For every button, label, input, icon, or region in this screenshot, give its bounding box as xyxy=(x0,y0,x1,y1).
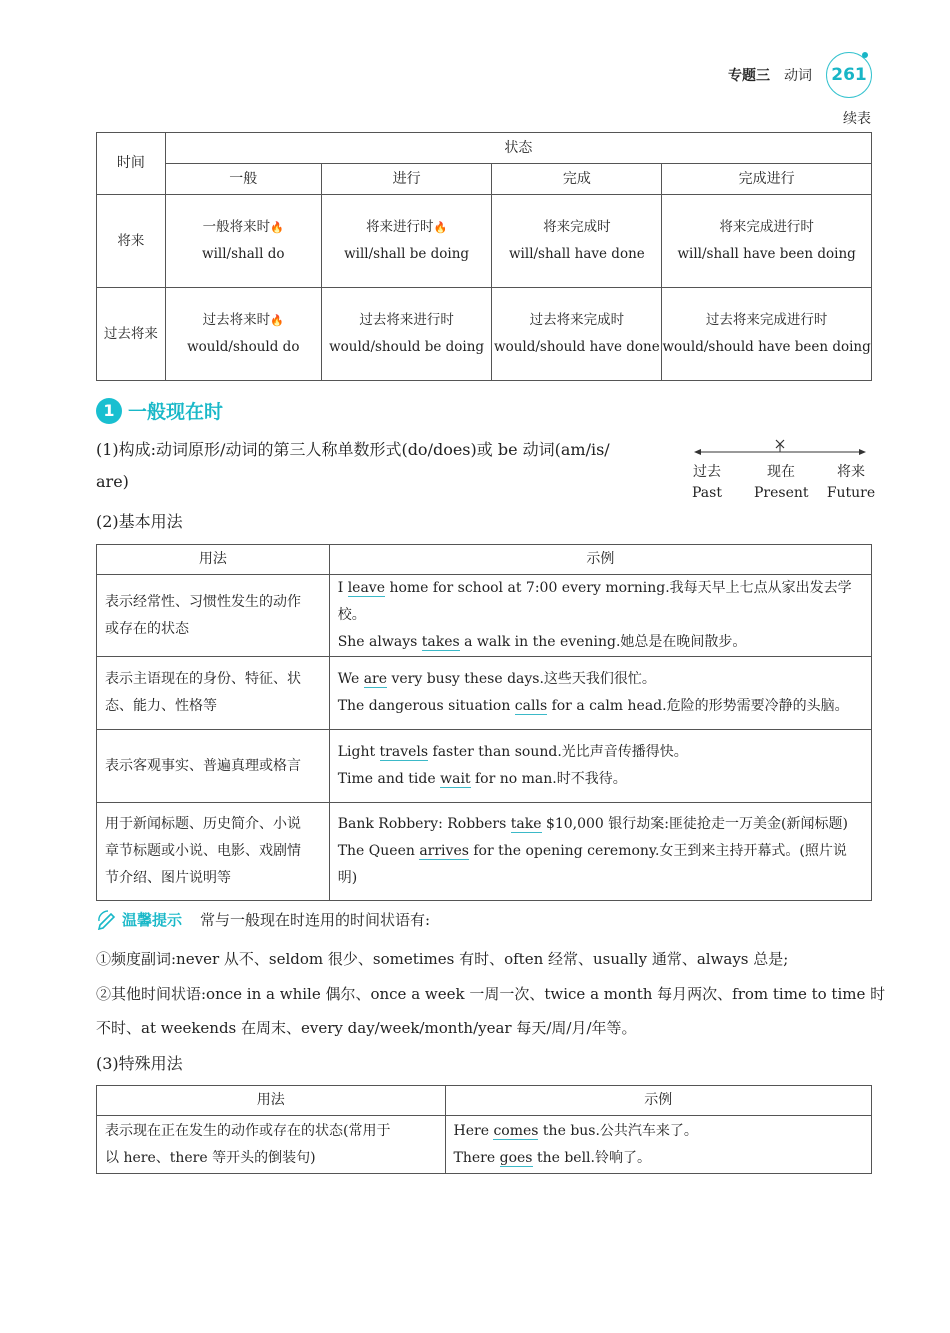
col-usage-header: 用法 xyxy=(97,545,330,575)
example-verb: take xyxy=(510,816,542,832)
tense-name: 将来完成进行时 xyxy=(719,219,814,235)
col-example-header: 示例 xyxy=(445,1086,871,1116)
basic-usage-title: (2)基本用法 xyxy=(96,512,183,531)
section-title xyxy=(96,397,223,424)
timeline-diagram xyxy=(692,434,876,504)
future-en: Future xyxy=(826,485,876,501)
tense-form: would/should be doing xyxy=(329,339,485,355)
tense-name: 过去将来完成进行时 xyxy=(705,312,828,328)
usage-text: 或存在的状态 xyxy=(105,620,189,637)
example-text: the bell.铃响了。 xyxy=(532,1149,651,1166)
example-text: She always xyxy=(337,634,422,650)
tense-cell xyxy=(492,195,662,288)
timeline-arrow-icon xyxy=(692,434,872,464)
usage-cell xyxy=(97,575,330,657)
flame-icon: 🔥 xyxy=(270,221,284,234)
usage-cell xyxy=(97,803,330,901)
example-verb: arrives xyxy=(419,843,469,859)
example-text: I xyxy=(337,580,348,596)
tense-name: 过去将来进行时 xyxy=(359,312,454,328)
tense-cell xyxy=(165,288,321,381)
tense-cell xyxy=(165,195,321,288)
tense-form: will/shall do xyxy=(202,246,285,262)
usage-text: 章节标题或小说、电影、戏剧情 xyxy=(105,843,301,859)
example-verb: leave xyxy=(347,580,385,596)
table-row xyxy=(97,657,872,730)
pencil-icon xyxy=(96,908,118,930)
example-line xyxy=(338,693,863,720)
tip-label: 温馨提示 xyxy=(122,910,183,929)
example-text: There xyxy=(453,1149,500,1166)
tense-table xyxy=(96,132,872,381)
example-cell xyxy=(329,657,871,730)
example-line xyxy=(338,838,863,892)
sub-header: 完成 xyxy=(492,164,662,195)
sub-header: 完成进行 xyxy=(662,164,872,195)
col-example-header: 示例 xyxy=(329,545,871,575)
example-verb: travels xyxy=(379,744,429,760)
usage-cell xyxy=(97,657,330,730)
usage-table xyxy=(96,544,872,901)
continued-label: 续表 xyxy=(843,111,871,127)
table-row xyxy=(97,575,872,657)
tip-box xyxy=(96,908,430,930)
page-header xyxy=(728,52,872,98)
usage-text: 用于新闻标题、历史简介、小说 xyxy=(105,816,301,832)
example-text: The Queen xyxy=(337,843,420,859)
example-text: $10,000 银行劫案:匪徒抢走一万美金(新闻标题) xyxy=(541,816,848,832)
example-line xyxy=(338,766,863,793)
past-en: Past xyxy=(692,485,722,501)
usage-text: 态、能力、性格等 xyxy=(105,698,217,714)
row-label: 将来 xyxy=(97,195,166,288)
example-line xyxy=(338,811,863,838)
table-row xyxy=(97,1116,872,1174)
example-text: for a calm head.危险的形势需要冷静的头脑。 xyxy=(547,698,849,714)
col-time-header: 时间 xyxy=(97,133,166,195)
tense-form: would/should have done xyxy=(494,339,660,355)
flame-icon: 🔥 xyxy=(270,314,284,327)
example-text: the bus.公共汽车来了。 xyxy=(538,1122,698,1139)
tense-cell xyxy=(321,288,492,381)
example-line xyxy=(338,666,863,693)
example-text: Light xyxy=(337,744,380,760)
example-text: a walk in the evening.她总是在晚间散步。 xyxy=(459,634,747,650)
tip-line-3: 不时、at weekends 在周末、every day/week/month/year 每天/周/月/年等。 xyxy=(96,1019,637,1037)
row-label: 过去将来 xyxy=(97,288,166,381)
section-number: 1 xyxy=(96,398,122,424)
example-line xyxy=(454,1145,863,1172)
example-text: Here xyxy=(453,1122,494,1139)
example-line xyxy=(338,575,863,629)
example-line xyxy=(338,739,863,766)
usage-text: 表示主语现在的身份、特征、状 xyxy=(105,671,301,687)
usage-text: 表示现在正在发生的动作或存在的状态(常用于 xyxy=(105,1122,391,1139)
example-verb: wait xyxy=(440,771,471,787)
page-dot-icon xyxy=(862,52,868,58)
timeline-future xyxy=(826,461,876,501)
example-line xyxy=(338,629,863,656)
tip-line-2: ②其他时间状语:once in a while 偶尔、once a week 一周一次、twice a month 每月两次、from time to time 时 xyxy=(96,985,886,1003)
usage-text: 表示经常性、习惯性发生的动作 xyxy=(105,593,301,610)
flame-icon: 🔥 xyxy=(433,221,448,234)
tense-name: 将来进行时 xyxy=(365,219,434,235)
example-text: Bank Robbery: Robbers xyxy=(337,816,511,832)
example-cell xyxy=(329,730,871,803)
tip-line-1: ①频度副词:never 从不、seldom 很少、sometimes 有时、often 经常、usually 通常、always 总是; xyxy=(96,950,789,968)
header-subject: 动词 xyxy=(784,68,812,84)
tense-name: 将来完成时 xyxy=(543,219,611,235)
tense-name: 过去将来完成时 xyxy=(529,312,625,328)
sub-header: 进行 xyxy=(321,164,492,195)
usage-cell xyxy=(97,730,330,803)
tip-intro: 常与一般现在时连用的时间状语有: xyxy=(200,910,431,929)
col-usage-header: 用法 xyxy=(97,1086,446,1116)
tense-cell xyxy=(662,288,872,381)
example-cell xyxy=(329,803,871,901)
example-verb: are xyxy=(363,671,388,687)
example-text: Time and tide xyxy=(337,771,441,787)
usage-text: 节介绍、图片说明等 xyxy=(105,870,231,886)
example-text: faster than sound.光比声音传播得快。 xyxy=(428,744,688,760)
formation-line-2: are) xyxy=(96,472,129,491)
example-text: We xyxy=(337,671,364,687)
example-verb: comes xyxy=(493,1122,539,1139)
tense-form: would/should have been doing xyxy=(662,339,871,355)
special-usage-table xyxy=(96,1085,872,1174)
example-text: very busy these days.这些天我们很忙。 xyxy=(387,671,656,687)
tense-form: will/shall have done xyxy=(509,246,645,262)
section-heading: 一般现在时 xyxy=(128,401,224,423)
past-cn: 过去 xyxy=(693,464,721,480)
page-number-badge xyxy=(826,52,872,98)
special-usage-title: (3)特殊用法 xyxy=(96,1054,183,1073)
tense-name: 过去将来时 xyxy=(202,312,271,328)
header-topic: 专题三 xyxy=(728,68,770,84)
tense-form: will/shall be doing xyxy=(344,246,470,262)
example-text: home for school at 7:00 every morning.我每天早上七点从家出发去学校。 xyxy=(337,580,852,623)
present-cn: 现在 xyxy=(767,464,795,480)
tense-cell xyxy=(662,195,872,288)
example-verb: calls xyxy=(514,698,548,714)
usage-cell xyxy=(97,1116,446,1174)
future-cn: 将来 xyxy=(837,464,865,480)
example-text: for the opening ceremony.女王到来主持开幕式。(照片说明) xyxy=(337,843,847,886)
example-cell xyxy=(329,575,871,657)
tense-form: will/shall have been doing xyxy=(677,246,856,262)
tense-cell xyxy=(321,195,492,288)
tense-form: would/should do xyxy=(187,339,300,355)
table-row xyxy=(97,195,872,288)
page-number: 261 xyxy=(831,65,867,85)
tense-cell xyxy=(492,288,662,381)
table-row xyxy=(97,730,872,803)
example-verb: goes xyxy=(499,1149,533,1166)
timeline-present xyxy=(754,461,808,501)
example-verb: takes xyxy=(421,634,460,650)
col-state-header: 状态 xyxy=(165,133,871,164)
tense-name: 一般将来时 xyxy=(202,219,271,235)
usage-text: 表示客观事实、普遍真理或格言 xyxy=(105,757,301,774)
timeline-past xyxy=(692,461,722,501)
sub-header: 一般 xyxy=(165,164,321,195)
table-row xyxy=(97,803,872,901)
usage-text: 以 here、there 等开头的倒装句) xyxy=(105,1149,316,1166)
example-cell xyxy=(445,1116,871,1174)
example-text: for no man.时不我待。 xyxy=(470,771,627,787)
formation-line-1: (1)构成:动词原形/动词的第三人称单数形式(do/does)或 be 动词(am/is/ xyxy=(96,440,610,459)
example-text: The dangerous situation xyxy=(337,698,515,714)
table-row xyxy=(97,288,872,381)
example-line xyxy=(454,1118,863,1145)
present-en: Present xyxy=(754,485,809,501)
